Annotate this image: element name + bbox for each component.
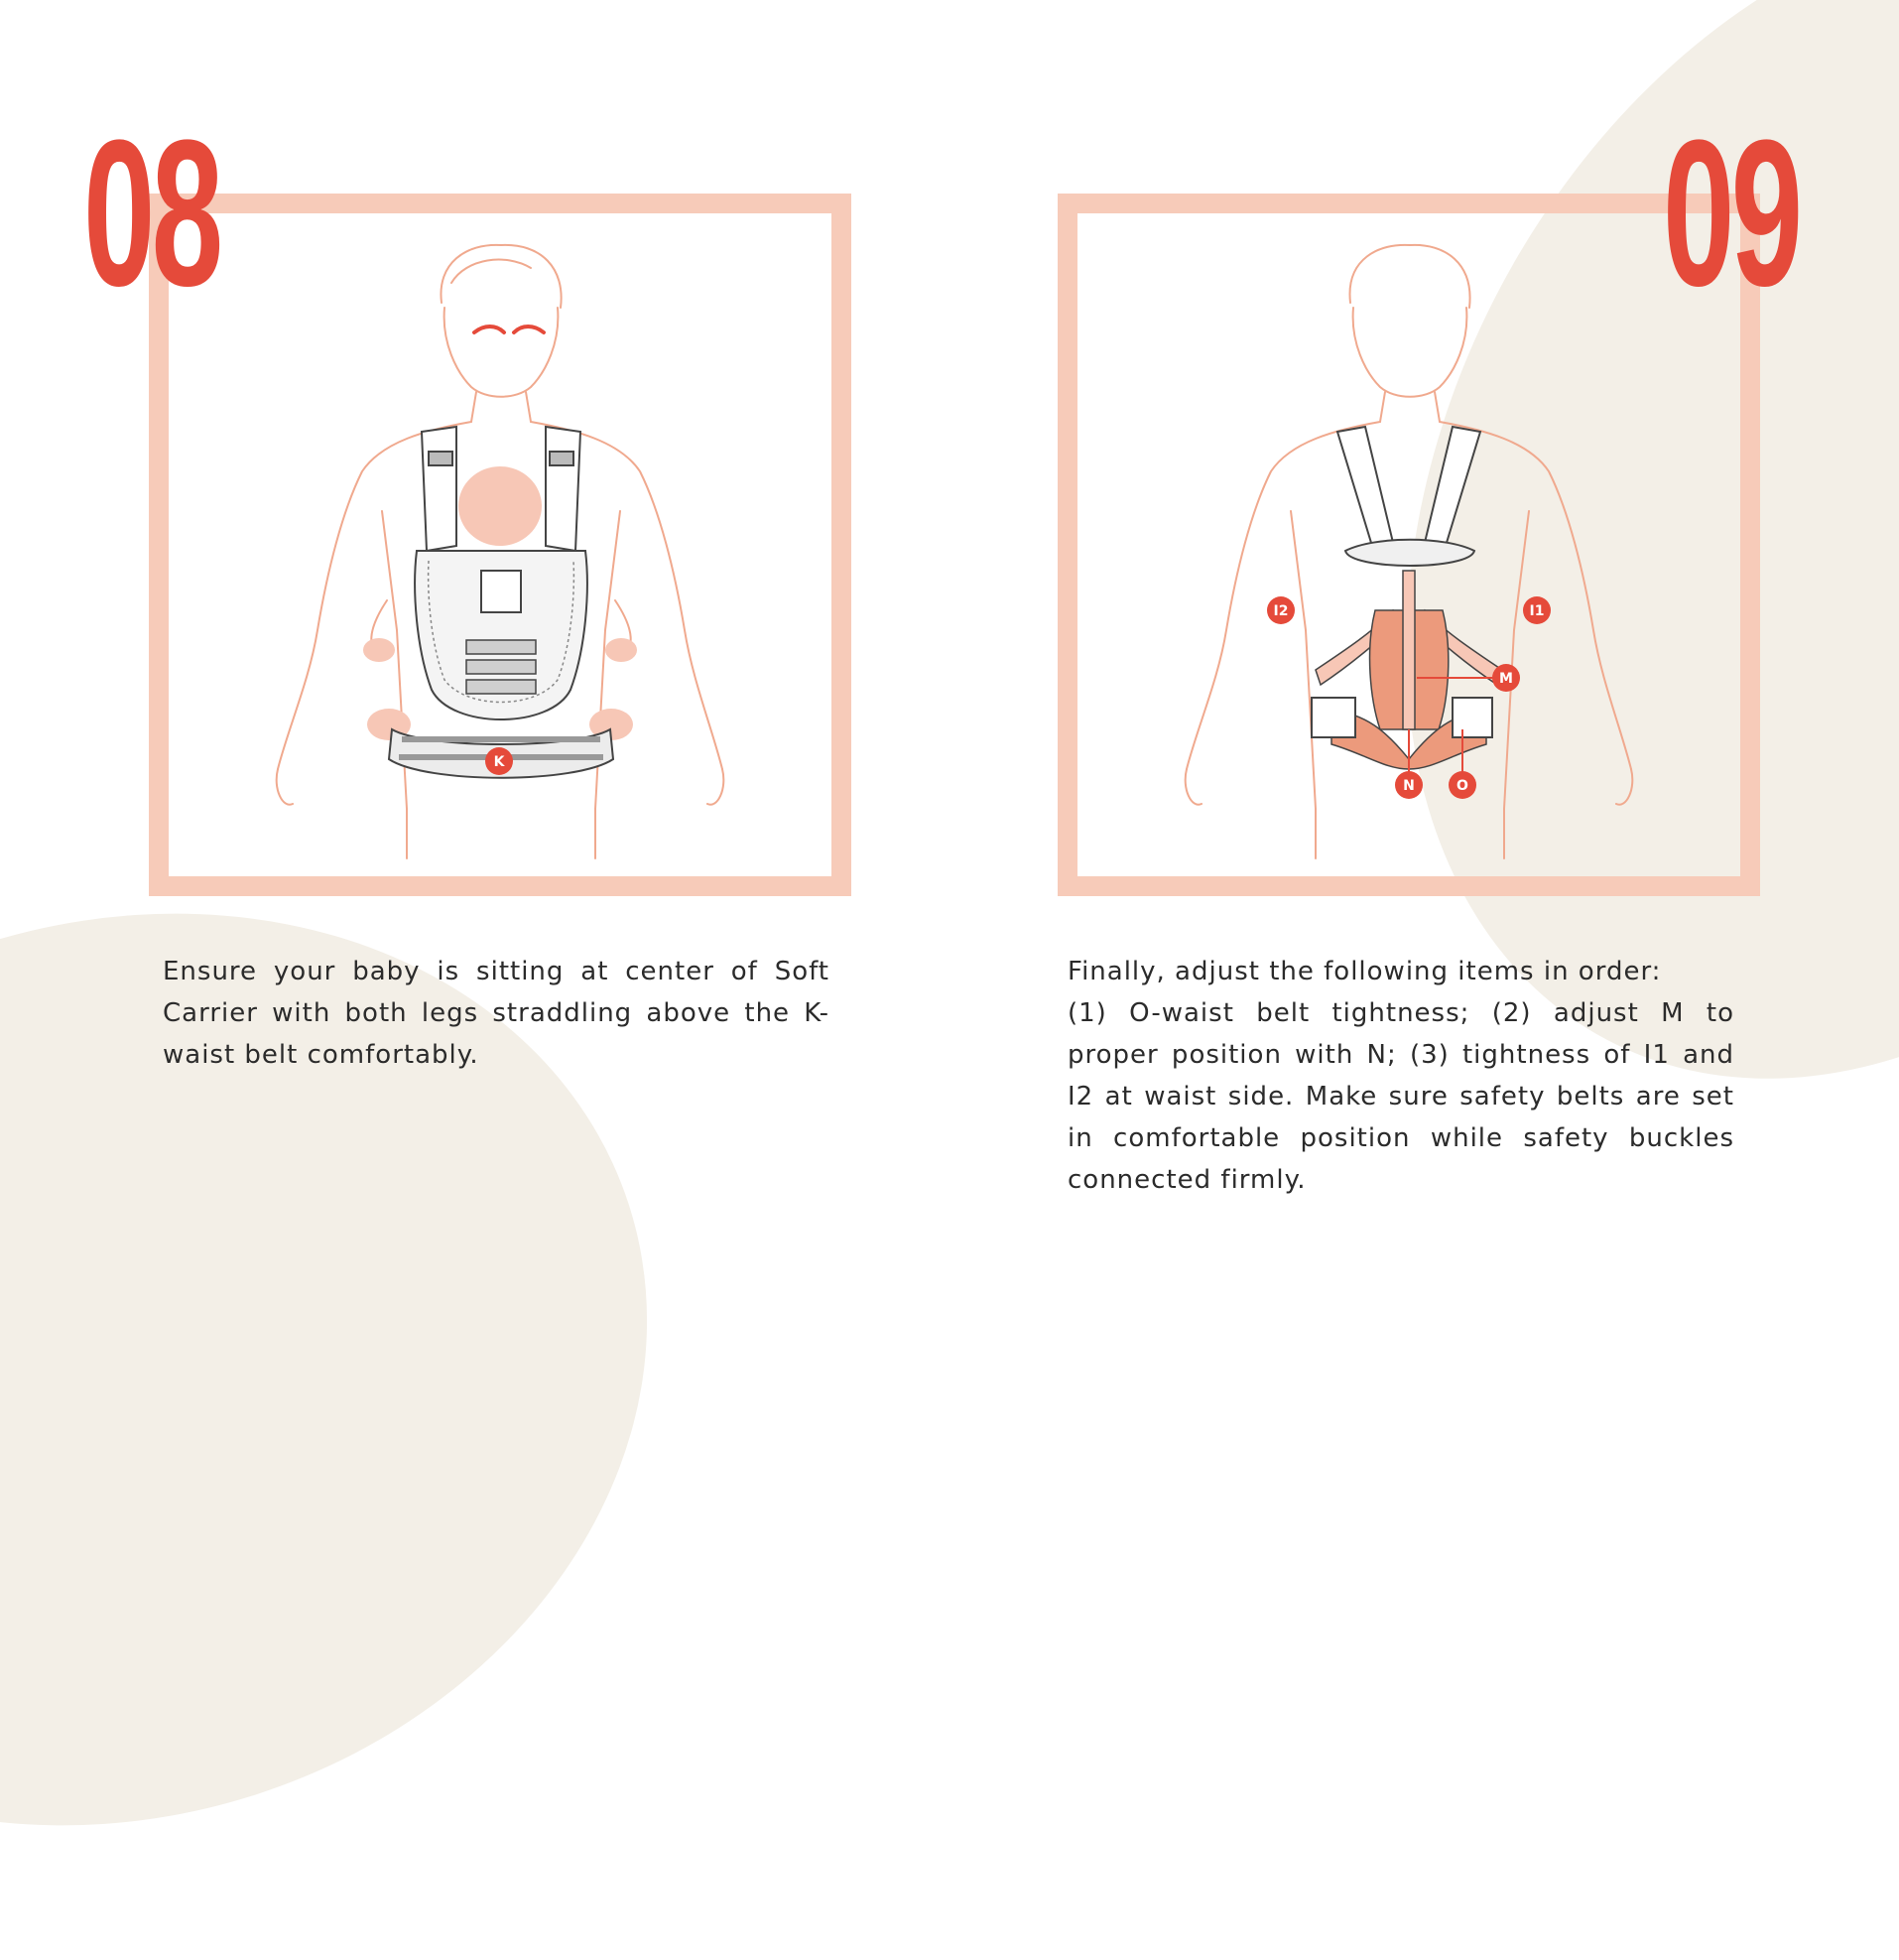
step-number-09: 09 [1663,96,1800,329]
callout-i1: I1 [1529,603,1545,619]
step-08-description [163,951,829,1076]
step-number-08: 08 [83,96,220,329]
step-08-text: Ensure your baby is sitting at center of Soft Carrier with both legs straddling above the K-waist belt comfortably. [163,957,829,1070]
back-view-illustration [1077,213,1740,876]
callout-i2: I2 [1273,603,1289,619]
step-09-frame [1058,194,1760,896]
callout-k: K [493,754,505,770]
callout-m: M [1499,671,1513,687]
step-08-frame [149,194,851,896]
step-09-description [1068,951,1734,1201]
callout-n: N [1403,778,1415,794]
step-09-text-line-2: (1) O-waist belt tightness; (2) adjust M to proper position with N; (3) tightness of I1 and I2 at waist side. Make sure safety belts are set in comfortable position while safety buckles connected firmly. [1068,998,1734,1195]
step-09-text-line-1: Finally, adjust the following items in order: [1068,957,1662,986]
callout-o: O [1456,778,1468,794]
front-carry-illustration [169,213,831,876]
